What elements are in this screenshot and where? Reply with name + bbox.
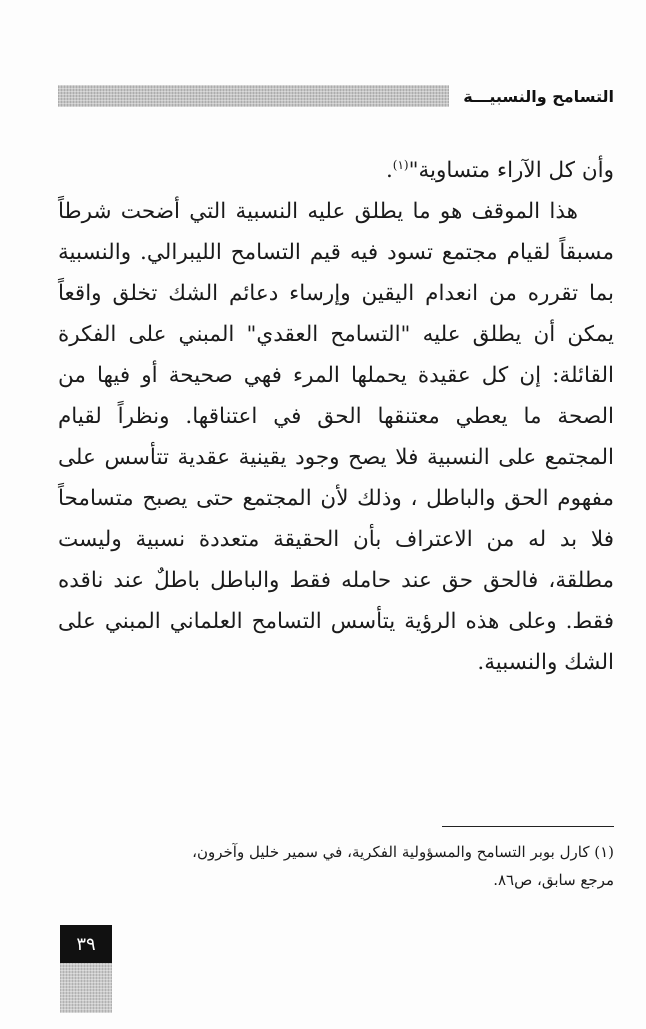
footnote-reference[interactable]: (١) bbox=[392, 157, 409, 172]
paragraph-1-text: وأن كل الآراء متساوية" bbox=[408, 158, 614, 183]
page-number: ٣٩ bbox=[60, 925, 112, 963]
footnote-separator bbox=[442, 826, 614, 827]
paragraph-1 bbox=[58, 150, 614, 191]
body-text bbox=[58, 150, 614, 683]
header-decorative-bar bbox=[58, 85, 449, 107]
running-header-title: التسامح والنسبيـــة bbox=[463, 86, 614, 106]
running-header bbox=[58, 83, 614, 109]
footnote-line-2: مرجع سابق، ص٨٦. bbox=[493, 871, 614, 889]
footnote-line-1: (١) كارل بوبر التسامح والمسؤولية الفكرية، في سمير خليل وآخرون، bbox=[192, 843, 614, 861]
paragraph-2: هذا الموقف هو ما يطلق عليه النسبية التي أضحت شرطاً مسبقاً لقيام مجتمع تسود فيه قيم التسامح الليبرالي. والنسبية بما تقرره من انعدام اليقين وإرساء دعائم الشك تخلق واقعاً يمكن أن يطلق عليه "التسامح العقدي" المبني على الفكرة القائلة: إن كل عقيدة يحملها المرء فهي صحيحة أو فيها من الصحة ما يعطي معتنقها الحق في اعتناقها. ونظراً لقيام المجتمع على النسبية فلا يصح وجود يقينية عقدية تتأسس على مفهوم الحق والباطل ، وذلك لأن المجتمع حتى يصبح متسامحاً فلا بد له من الاعتراف بأن الحقيقة متعددة نسبية وليست مطلقة، فالحق حق عند حامله فقط والباطل باطلٌ عند ناقده فقط. وعلى هذه الرؤية يتأسس التسامح العلماني المبني على الشك والنسبية. bbox=[58, 199, 614, 675]
footnote bbox=[90, 838, 614, 894]
page-number-box bbox=[60, 925, 112, 1013]
paragraph-1-end: . bbox=[385, 158, 393, 183]
